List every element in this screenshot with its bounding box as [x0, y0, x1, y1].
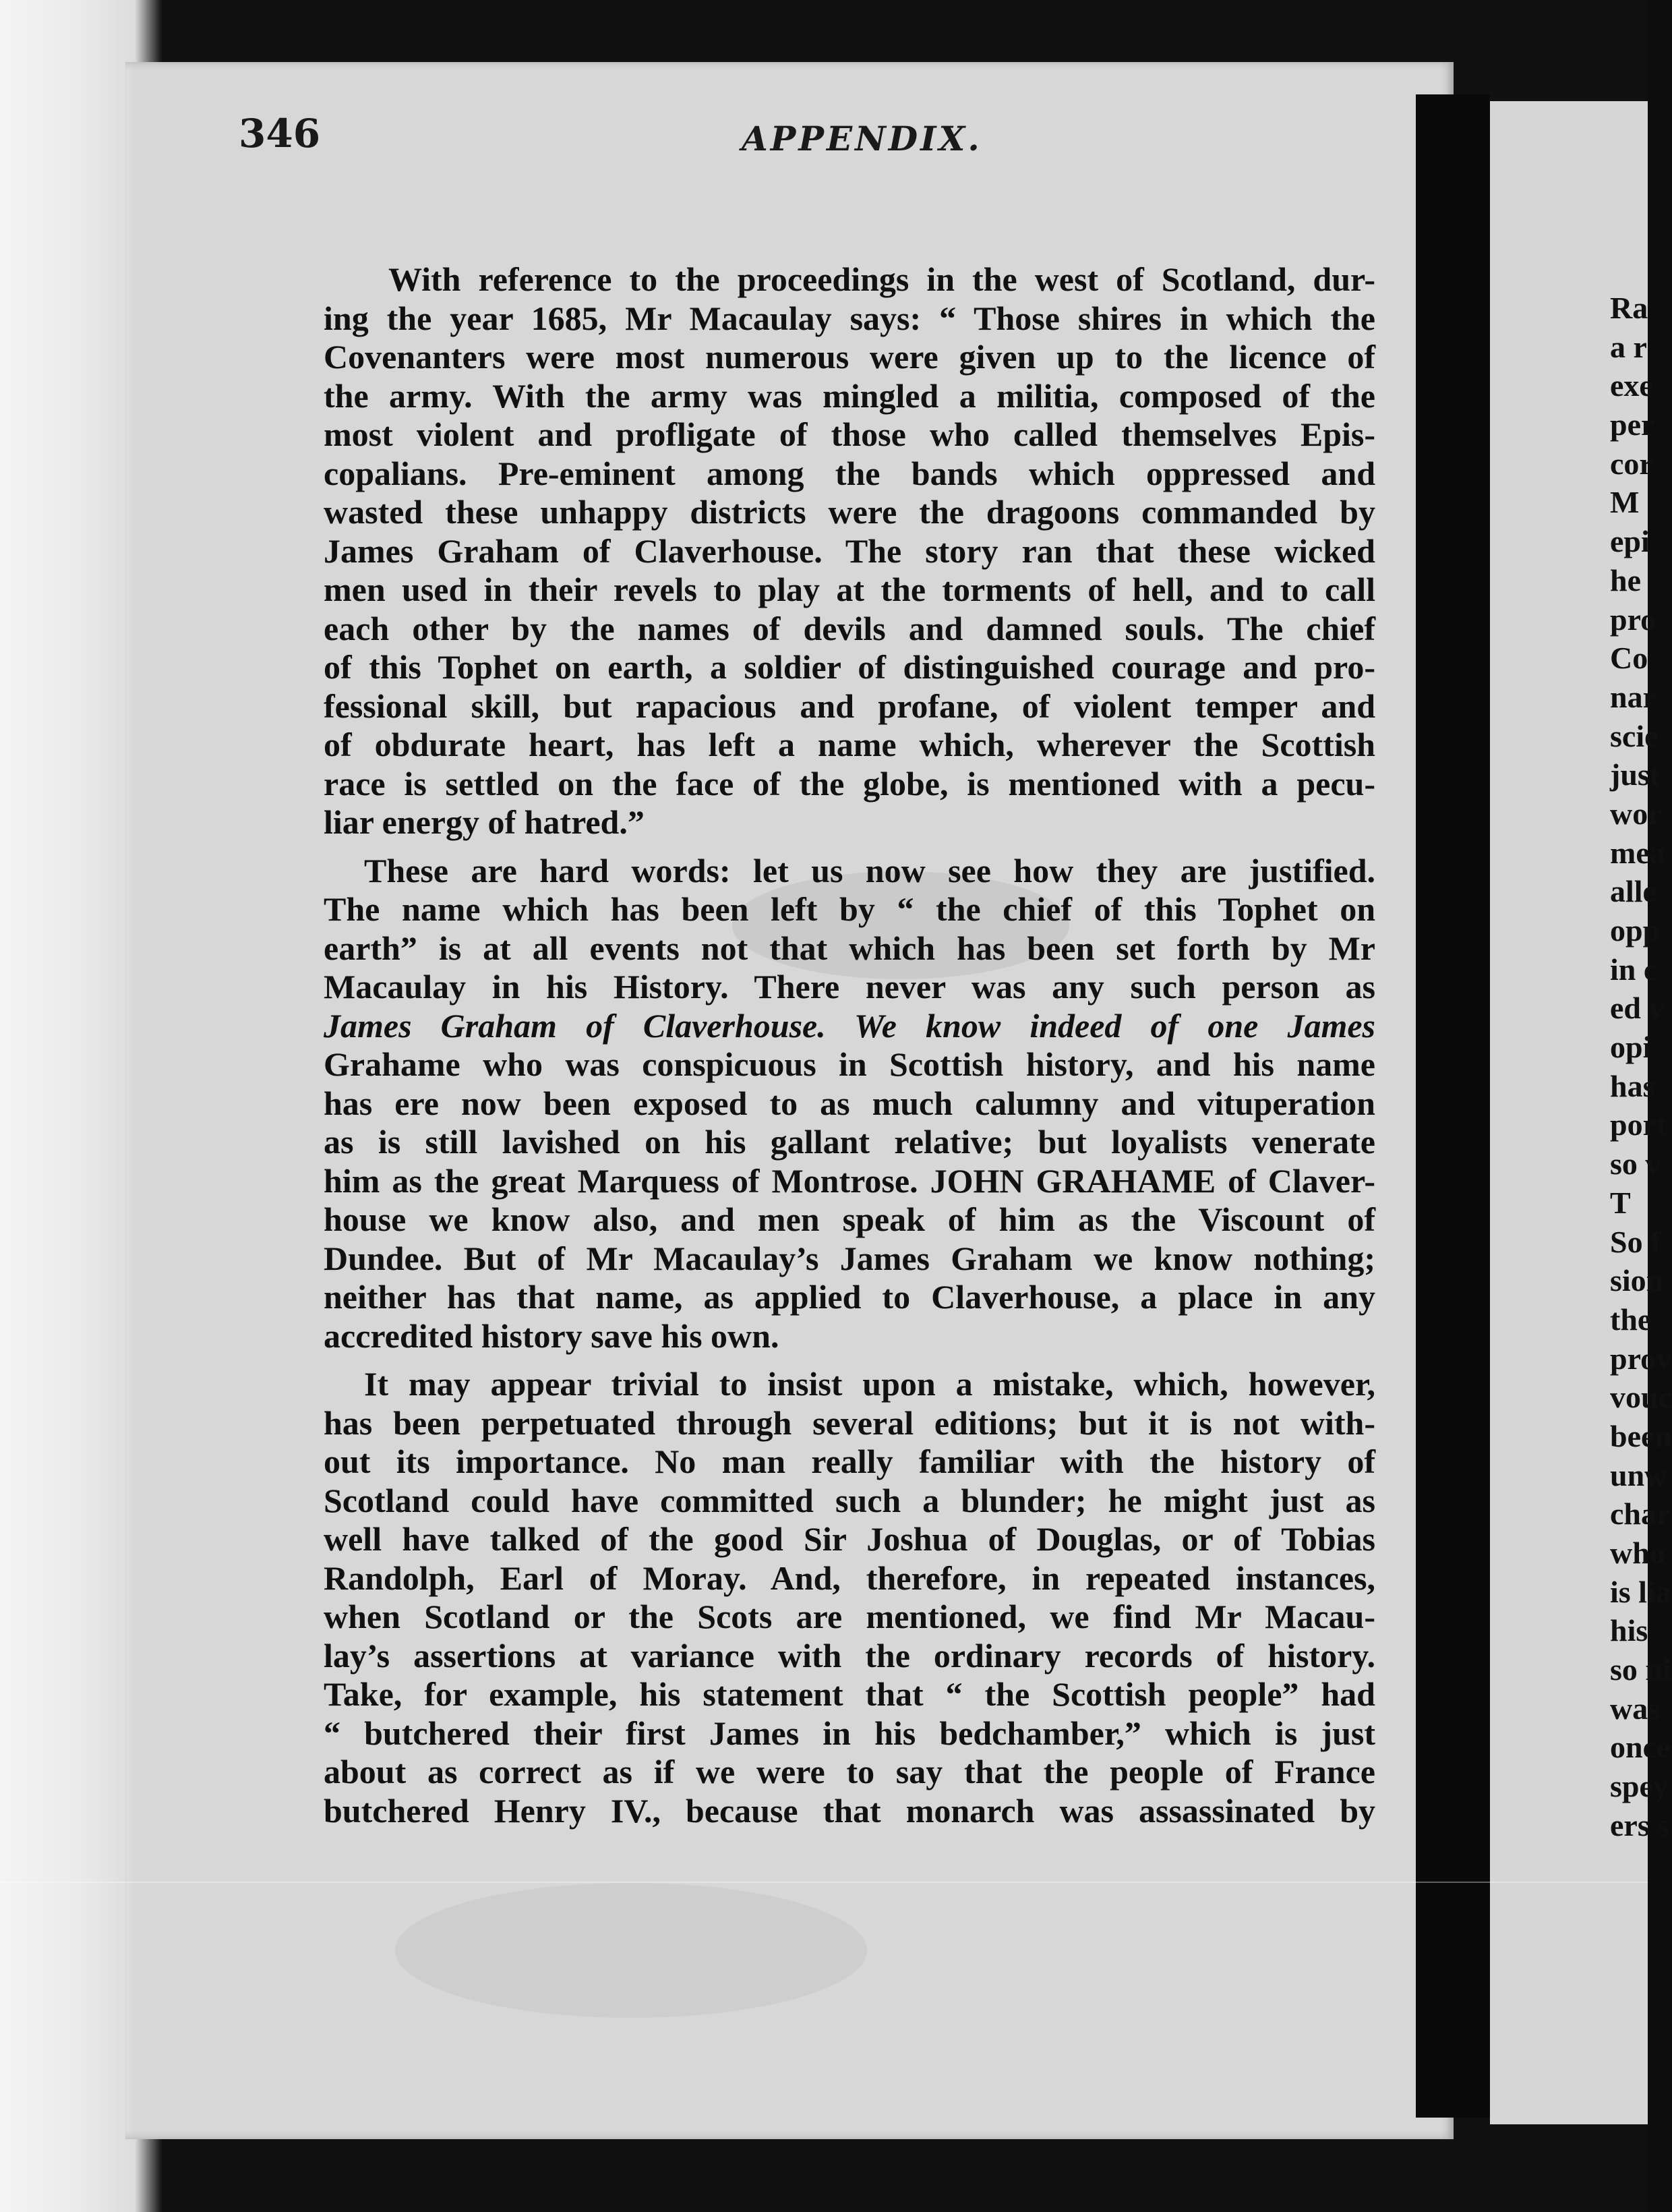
facing-page-fragment: nar [1610, 679, 1656, 714]
text-line: of this Tophet on earth, a soldier of distinguished courage and pro- [324, 648, 1375, 686]
text-line: well have talked of the good Sir Joshua of Douglas, or of Tobias [324, 1520, 1375, 1558]
facing-page-fragment: mea [1610, 835, 1665, 870]
text-line: when Scotland or the Scots are mentioned, we find Mr Macau- [324, 1598, 1375, 1635]
facing-page-fragment: char [1610, 1496, 1671, 1532]
text-line: “ butchered their first James in his bedchamber,” which is just [324, 1714, 1375, 1752]
facing-page-fragment: ed v [1610, 991, 1665, 1026]
text-line: each other by the names of devils and damned souls. The chief [324, 609, 1375, 647]
text-line: wasted these unhappy districts were the dragoons commanded by [324, 493, 1375, 531]
page-stain [395, 1883, 867, 2018]
text-line: Macaulay in his History. There never was any such person as [324, 968, 1375, 1006]
facing-page-text [1610, 289, 1672, 1845]
scan-artifact-line [0, 1882, 1648, 1883]
paragraph [324, 852, 1375, 1356]
text-line: These are hard words: let us now see how they are justified. [364, 851, 1375, 890]
text-line: Scotland could have committed such a blunder; he might just as [324, 1481, 1375, 1519]
facing-page-fragment: in c [1610, 952, 1658, 987]
facing-page-fragment: T [1610, 1185, 1631, 1220]
text-line: James Graham of Claverhouse. We know indeed of one James [324, 1006, 1375, 1045]
facing-page-fragment: spey [1610, 1769, 1669, 1804]
facing-page-fragment: a r [1610, 329, 1647, 364]
text-line: fessional skill, but rapacious and profane, of violent temper and [324, 687, 1375, 725]
facing-page-fragment: scie [1610, 718, 1659, 753]
text-line: about as correct as if we were to say that the people of France [324, 1753, 1375, 1791]
facing-page-fragment: cor [1610, 446, 1653, 481]
facing-page-fragment: so ni [1610, 1652, 1671, 1687]
facing-page-fragment: opp [1610, 913, 1661, 948]
text-line: has been perpetuated through several editions; but it is not with- [324, 1403, 1375, 1442]
facing-page-fragment: So f [1610, 1224, 1661, 1259]
facing-page-fragment: just [1610, 757, 1661, 792]
facing-page-fragment: was [1610, 1691, 1661, 1726]
book-gutter [1416, 94, 1490, 2118]
page-body [324, 260, 1375, 1830]
facing-page-fragment: vouc [1610, 1380, 1672, 1415]
text-line: most violent and profligate of those who called themselves Epis- [324, 415, 1375, 453]
facing-page-fragment: sion [1610, 1263, 1664, 1298]
text-line: out its importance. No man really familiar with the history of [324, 1443, 1375, 1480]
facing-page-fragment: is lia [1610, 1574, 1671, 1609]
text-line: neither has that name, as applied to Claverhouse, a place in any [324, 1278, 1375, 1316]
facing-page-fragment: exe [1610, 368, 1653, 403]
text-line: accredited history save his own. [324, 1316, 779, 1355]
text-line: With reference to the proceedings in the west of Scotland, dur- [388, 260, 1375, 298]
facing-page-fragment: his [1610, 1613, 1648, 1648]
facing-page-fragment: unw [1610, 1457, 1667, 1492]
text-line: men used in their revels to play at the torments of hell, and to call [324, 571, 1375, 608]
text-line: house we know also, and men speak of him as the Viscount of [324, 1200, 1375, 1238]
facing-page-fragment: once [1610, 1730, 1671, 1765]
text-line: The name which has been left by “ the chief of this Tophet on [324, 890, 1375, 928]
facing-page-fragment: alle [1610, 874, 1656, 909]
text-line: race is settled on the face of the globe, is mentioned with a pecu- [324, 764, 1375, 803]
facing-page-fragment: Ra [1610, 291, 1648, 325]
facing-page-fragment: the [1610, 1302, 1652, 1337]
text-line: of obdurate heart, has left a name which, wherever the Scottish [324, 726, 1375, 763]
text-line: Dundee. But of Mr Macaulay’s James Graham we know nothing; [324, 1239, 1375, 1277]
facing-page-fragment: prov [1610, 1341, 1672, 1376]
text-line: has ere now been exposed to as much calumny and vituperation [324, 1084, 1375, 1122]
facing-page-fragment: Co [1610, 641, 1648, 676]
text-line: copalians. Pre-eminent among the bands which oppressed and [324, 454, 1375, 492]
text-line: Grahame who was conspicuous in Scottish history, and his name [324, 1045, 1375, 1083]
text-line: lay’s assertions at variance with the ordinary records of history. [324, 1636, 1375, 1675]
text-line: Take, for example, his statement that “ the Scottish people” had [324, 1675, 1375, 1713]
text-line: Covenanters were most numerous were given up to the licence of [324, 338, 1375, 376]
text-line: him as the great Marquess of Montrose. JOHN GRAHAME of Claver- [324, 1161, 1375, 1200]
text-line: James Graham of Claverhouse. The story ran that these wicked [324, 531, 1375, 570]
text-line: liar energy of hatred.” [324, 803, 645, 841]
facing-page-fragment: opi [1610, 1030, 1652, 1065]
facing-page-fragment: epi [1610, 524, 1650, 559]
facing-page-fragment: M [1610, 485, 1640, 520]
paragraph [324, 1365, 1375, 1830]
facing-page-fragment: ers s [1610, 1807, 1670, 1842]
facing-page-fragment: who [1610, 1536, 1665, 1570]
facing-page-fragment: wor [1610, 796, 1662, 831]
text-line: butchered Henry IV., because that monarch was assassinated by [324, 1791, 1375, 1830]
facing-page-fragment: been [1610, 1418, 1672, 1453]
text-line: as is still lavished on his gallant relative; but loyalists venerate [324, 1123, 1375, 1161]
facing-page-fragment: he [1610, 562, 1641, 598]
paragraph [324, 260, 1375, 842]
facing-page-fragment: so v [1610, 1146, 1661, 1182]
page-number: 346 [239, 111, 321, 156]
text-line: the army. With the army was mingled a militia, composed of the [324, 376, 1375, 415]
text-line: Randolph, Earl of Moray. And, therefore, in repeated instances, [324, 1559, 1375, 1597]
facing-page-fragment: has [1610, 1068, 1655, 1103]
facing-page-fragment: pro [1610, 602, 1656, 637]
facing-page-fragment: per [1610, 407, 1655, 442]
text-line: ing the year 1685, Mr Macaulay says: “ Those shires in which the [324, 299, 1375, 337]
facing-page-fragment: port [1610, 1107, 1667, 1142]
text-line: earth” is at all events not that which has been set forth by Mr [324, 929, 1375, 967]
running-head: APPENDIX. [742, 119, 982, 158]
text-line: It may appear trivial to insist upon a mistake, which, however, [364, 1365, 1375, 1403]
